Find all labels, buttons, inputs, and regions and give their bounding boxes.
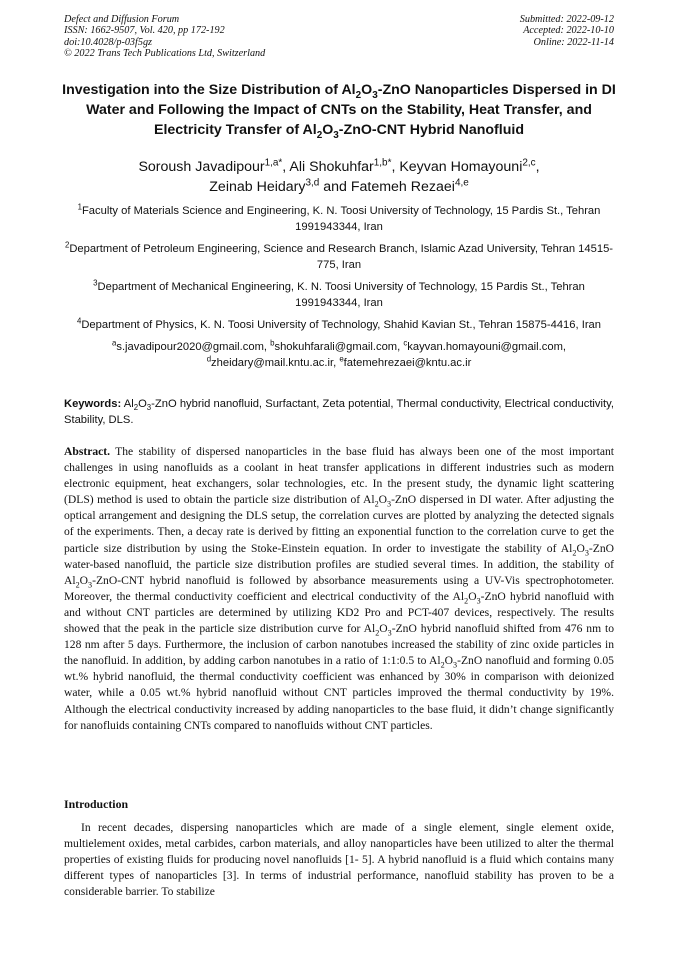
accepted-date: Accepted: 2022-10-10: [523, 25, 614, 37]
issn: ISSN: 1662-9507, Vol. 420, pp 172-192: [64, 25, 225, 37]
author-emails: $^a$s.javadipour2020@gmail.com, $^b$shokuhfarali@gmail.com, $^c$kayvan.homayouni@gmail.com, $^d$zheidary@mail.kntu.ac.ir, $^e$fatemehrezaei@kntu.ac.ir: [111, 338, 566, 369]
email-link[interactable]: kayvan.homayouni@gmail.com,: [407, 341, 566, 353]
email-link[interactable]: fatemehrezaei@kntu.ac.ir: [343, 357, 472, 369]
author-name: , Ali Shokuhfar: [282, 159, 374, 175]
introduction-text: In recent decades, dispersing nanoparticles which are made of a single element, single element oxide, multielement oxides, metal carbides, carbon materials, and alloy nanoparticles have been utilized to alter the thermal properties of existing fluids for producing novel nanofluids [1- 5]. A hybrid nanofluid is a fluid which contains many different types of nanoparticles [3]. In terms of industrial performance, nanofluid stability has proven to be a considerable barrier. To stabilize: [64, 821, 614, 899]
author-name: and Fatemeh Rezaei: [319, 178, 455, 195]
affiliation: $^4$Department of Physics, K. N. Toosi University of Technology, Shahid Kavian St., Tehran 15875-4416, Iran: [76, 316, 602, 331]
paper-title: Investigation into the Size Distribution of $Al_2O_3$-ZnO Nanoparticles Dispersed in DI Water and Following the Impact of CNTs on the Stability, Heat Transfer, and Electricity Transfer of $Al_2O_3-ZnO$-CNT Hybrid Nanofluid: [62, 82, 616, 141]
author-name: Soroush Javadipour: [138, 159, 265, 175]
affiliation: $^1$Faculty of Materials Science and Engineering, K. N. Toosi University of Technology, 15 Pardis St., Tehran 1991943344, Iran: [77, 202, 601, 233]
email-link[interactable]: zheidary@mail.kntu.ac.ir,: [211, 357, 340, 369]
affiliation: $^3$Department of Mechanical Engineering, K. N. Toosi University of Technology, 15 Pardis St., Tehran 1991943344, Iran: [93, 278, 585, 309]
abstract-label: Abstract.: [64, 445, 111, 458]
author-name: , Keyvan Homayouni: [391, 159, 523, 175]
author-name: Zeinab Heidary: [209, 178, 306, 195]
keywords: Keywords: $Al_2O_3$-ZnO hybrid nanofluid, Surfactant, Zeta potential, Thermal conductivity, Electrical conductivity, Stability, DLS.: [64, 398, 614, 426]
abstract: Abstract. The stability of dispersed nanoparticles in the base fluid has always been one of the most important challenges in using nanofluids as a coolant in heat transfer applications in different industries such as modern electronic equipment, heat exchangers, solar technologies, etc. In the present study, the dynamic light scattering (DLS) method is used to obtain the particle size distribution of $Al_2O_3$-ZnO dispersed in DI water. After adjusting the optical arrangement and designing the DLS setup, the correlation curves are plotted by analyzing the detected signals of the experiments. Then, a decay rate is derived by fitting an exponential function to the correlation curve to get the particle size distribution by using the Stoke-Einstein equation. In order to investigate the stability of $Al_2O_3$-ZnO water-based nanofluid, the particle size distribution profiles are studied several times. In addition, the stability of $Al_2O_3-ZnO$-CNT hybrid nanofluid is followed by absorbance measurements using a UV-Vis spectrophotometer. Moreover, the thermal conductivity coefficient and electrical conductivity of the $Al_2O_3$-ZnO hybrid nanofluid with and without CNT particles are determined by utilizing KD2 Pro and PCT-407 devices, respectively. The results showed that the peak in the particle size distribution curve for $Al_2O_3$-ZnO hybrid nanofluid shifted from 476 nm to 128 nm after 5 days. Furthermore, the inclusion of carbon nanotubes increased the stability of zinc oxide particles in the nanofluid. In addition, by adding carbon nanotubes in a ratio of 1:1:0.5 to $Al_2O_3$-ZnO nanofluid and forming 0.05 wt.% hybrid nanofluid, the thermal conductivity coefficient was enhanced by 30% in comparison with deionized water, while a 0.05 wt.% hybrid nanofluid without CNT particles improved the thermal conductivity by 19%. Although the electrical conductivity increased by adding nanoparticles to the base fluid, it didn’t change significantly for nanofluids containing CNTs compared to nanofluids without CNT particles.: [64, 445, 615, 732]
email-link[interactable]: s.javadipour2020@gmail.com,: [116, 341, 271, 353]
affiliation: $^2$Department of Petroleum Engineering, Science and Research Branch, Islamic Azad University, Tehran 14515-775, Iran: [64, 240, 614, 271]
submitted-date: Submitted: 2022-09-12: [519, 14, 614, 25]
keywords-label: Keywords:: [64, 398, 122, 410]
author-list: Soroush Javadipour$^{1,a*}$, Ali Shokuhfar$^{1,b*}$, Keyvan Homayouni$^{2,c}$, Zeinab Heidary$^{3,d}$ and Fatemeh Rezaei$^{4,e}$: [138, 157, 540, 195]
introduction-heading: Introduction: [64, 797, 129, 811]
affiliations: [60, 203, 618, 371]
journal-name: Defect and Diffusion Forum: [64, 14, 180, 25]
dates-info: [520, 14, 614, 48]
online-date: Online: 2022-11-14: [533, 36, 614, 48]
copyright: © 2022 Trans Tech Publications Ltd, Switzerland: [64, 47, 266, 59]
doi: doi:10.4028/p-03f5gz: [64, 36, 153, 48]
journal-info: [64, 14, 265, 59]
email-link[interactable]: shokuhfarali@gmail.com,: [274, 341, 404, 353]
